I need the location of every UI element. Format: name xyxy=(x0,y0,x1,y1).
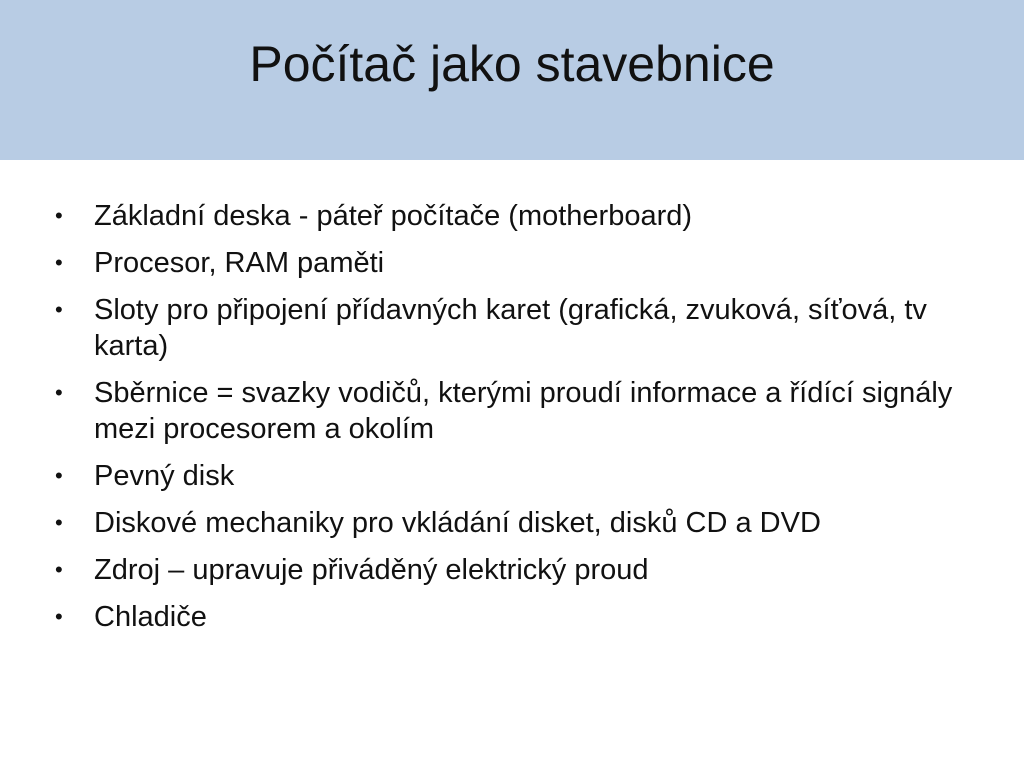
bullet-icon: • xyxy=(55,380,63,405)
list-item xyxy=(55,292,965,364)
bullet-list xyxy=(55,198,965,646)
list-item xyxy=(55,505,965,541)
list-item xyxy=(55,552,965,588)
list-item-text: Pevný disk xyxy=(94,460,235,492)
list-item-text: Sběrnice = svazky vodičů, kterými proudí informace a řídící signály mezi procesorem a okolím xyxy=(94,377,953,445)
bullet-icon: • xyxy=(55,463,63,488)
list-item xyxy=(55,599,965,635)
list-item xyxy=(55,375,965,447)
bullet-icon: • xyxy=(55,203,63,228)
list-item xyxy=(55,458,965,494)
list-item-text: Diskové mechaniky pro vkládání disket, disků CD a DVD xyxy=(94,507,821,539)
list-item-text: Chladiče xyxy=(94,601,207,633)
list-item-text: Základní deska - páteř počítače (motherboard) xyxy=(94,200,693,232)
bullet-icon: • xyxy=(55,250,63,275)
list-item-text: Procesor, RAM paměti xyxy=(94,247,385,279)
list-item xyxy=(55,245,965,281)
bullet-icon: • xyxy=(55,604,63,629)
slide-title: Počítač jako stavebnice xyxy=(249,36,775,92)
list-item-text: Zdroj – upravuje přiváděný elektrický proud xyxy=(94,554,649,586)
list-item xyxy=(55,198,965,234)
bullet-icon: • xyxy=(55,297,63,322)
bullet-icon: • xyxy=(55,557,63,582)
list-item-text: Sloty pro připojení přídavných karet (grafická, zvuková, síťová, tv karta) xyxy=(94,294,927,362)
bullet-icon: • xyxy=(55,510,63,535)
